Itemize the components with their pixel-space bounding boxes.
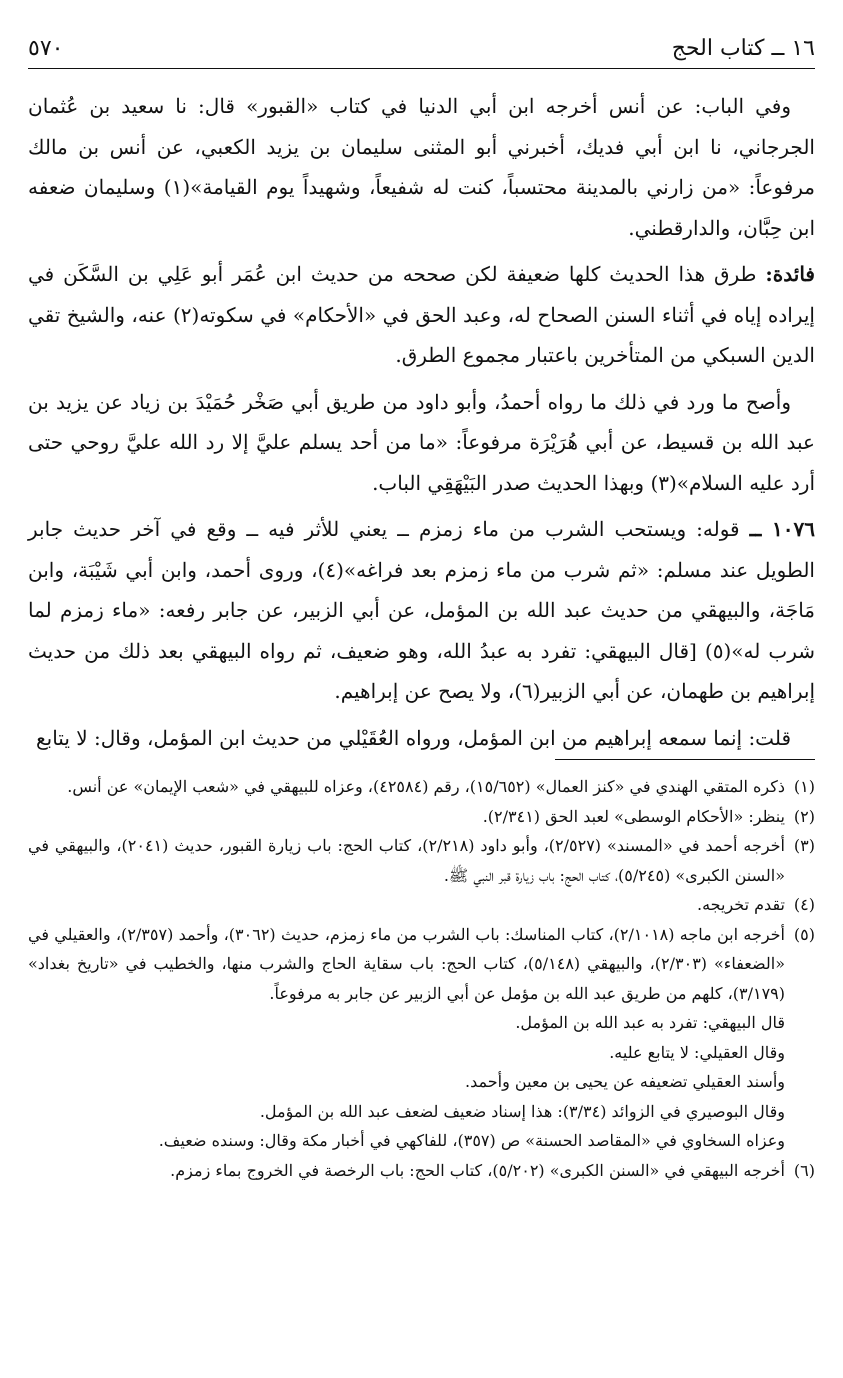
footnote bbox=[28, 831, 815, 890]
footnote-text: أخرجه أحمد في «المسند» (٢/٥٢٧)، وأبو داود (٢/٢١٨)، كتاب الحج: باب زيارة القبور، حديث (٢٠٤١)، والبيهقي في «السنن الكبرى» (٥/٢٤٥)، كتاب الحج: باب زيارة قبر النبي ﷺ. bbox=[28, 836, 786, 885]
paragraph bbox=[28, 254, 815, 376]
footnotes bbox=[28, 772, 815, 1185]
running-title: ١٦ ــ كتاب الحج bbox=[671, 35, 815, 61]
paragraph bbox=[28, 509, 815, 712]
footnote-number: (٤) bbox=[793, 895, 815, 914]
footnote-sub: وقال البوصيري في الزوائد (٣/٣٤): هذا إسناد ضعيف لضعف عبد الله بن المؤمل. bbox=[259, 1101, 785, 1121]
page-header bbox=[28, 28, 815, 69]
footnote-number: (١) bbox=[793, 777, 815, 796]
footnote-text: ذكره المتقي الهندي في «كنز العمال» (١٥/٦٥٢)، رقم (٤٢٥٨٤)، وعزاه للبيهقي في «شعب الإيمان» عن أنس. bbox=[67, 777, 785, 796]
benefit-label: فائدة: bbox=[765, 262, 815, 286]
footnote bbox=[28, 1156, 815, 1186]
footnote-number: (٢) bbox=[793, 806, 815, 826]
footnote-text: تقدم تخريجه. bbox=[697, 895, 785, 914]
footnote-text: أخرجه ابن ماجه (٢/١٠١٨)، كتاب المناسك: باب الشرب من ماء زمزم، حديث (٣٠٦٢)، وأحمد (٢/٣٥٧)، والعقيلي في «الضعفاء» (٢/٣٠٣)، والبيهقي (٥/١٤٨)، كتاب الحج: باب سقاية الحاج والشرب منها، والخطيب في «تاريخ بغداد» (٣/١٧٩)، كلهم من طريق عبد الله بن مؤمل عن أبي الزبير عن جابر به مرفوعاً. bbox=[28, 924, 786, 1003]
footnote-sub: قال البيهقي: تفرد به عبد الله بن المؤمل. bbox=[515, 1013, 785, 1032]
paragraph: قلت: إنما سمعه إبراهيم من ابن المؤمل، ورواه العُقَيْلي من حديث ابن المؤمل، وقال: لا يتابع bbox=[36, 725, 791, 750]
footnote-number: (٣) bbox=[793, 836, 815, 855]
paragraph: وفي الباب: عن أنس أخرجه ابن أبي الدنيا في كتاب «القبور» قال: نا سعيد بن عُثمان الجرجاني، نا ابن أبي فديك، أخبرني أبو المثنى سليمان بن يزيد الكعبي، عن أنس بن مالك مرفوعاً: «من زارني بالمدينة محتسباً، كنت له شفيعاً، وشهيداً يوم القيامة»(١) وسليمان ضعفه ابن حِبَّان، والدارقطني. bbox=[28, 94, 816, 240]
footnote-number: (٥) bbox=[793, 924, 815, 944]
page-number: ٥٧٠ bbox=[28, 35, 64, 61]
paragraph: وأصح ما ورد في ذلك ما رواه أحمدُ، وأبو داود من طريق أبي صَخْر حُمَيْدَ بن زياد عن يزيد بن عبد الله بن قسيط، عن أبي هُرَيْرَة مرفوعاً: «ما من أحد يسلم عليَّ إلا رد الله عليَّ روحي حتى أرد عليه السلام»(٣) وبهذا الحديث صدر البَيْهَقِي الباب. bbox=[28, 389, 815, 495]
footnote bbox=[28, 772, 815, 802]
paragraph-text: طرق هذا الحديث كلها ضعيفة لكن صححه من حديث ابن عُمَر أبو عَلِي بن السَّكَن في إيراده إياه في أثناء السنن الصحاح له، وعبد الحق في «الأحكام» في سكوته(٢) عنه، والشيخ تقي الدين السبكي من المتأخرين باعتبار مجموع الطرق. bbox=[28, 262, 815, 367]
footnote bbox=[28, 920, 815, 1009]
footnote-sub: وعزاه السخاوي في «المقاصد الحسنة» ص (٣٥٧)، للفاكهي في أخبار مكة وقال: وسنده ضعيف. bbox=[158, 1131, 785, 1150]
main-text bbox=[28, 86, 815, 764]
footnote bbox=[28, 802, 815, 832]
footnote-number: (٦) bbox=[793, 1160, 815, 1180]
paragraph-text: قوله: ويستحب الشرب من ماء زمزم ــ يعني للأثر فيه ــ وقع في آخر حديث جابر الطويل عند مسلم: «ثم شرب من ماء زمزم بعد فراغه»(٤)، وروى أحمد، وابن أبي شَيْبَة، وابن مَاجَة، والبيهقي من حديث عبد الله بن المؤمل، عن أبي الزبير، عن جابر رفعه: «ماء زمزم لما شرب له»(٥) [قال البيهقي: تفرد به عبدُ الله، وهو ضعيف، ثم رواه البيهقي بعد ذلك من حديث إبراهيم بن طهمان، عن أبي الزبير(٦)، ولا يصح عن إبراهيم. bbox=[28, 517, 815, 703]
footnote-sub: وأسند العقيلي تضعيفه عن يحيى بن معين وأحمد. bbox=[465, 1072, 785, 1091]
footnote-text: ينظر: «الأحكام الوسطى» لعبد الحق (٢/٣٤١). bbox=[482, 806, 785, 826]
footnote bbox=[28, 890, 815, 920]
footnote-text: أخرجه البيهقي في «السنن الكبرى» (٥/٢٠٢)، كتاب الحج: باب الرخصة في الخروج بماء زمزم. bbox=[170, 1160, 785, 1180]
footnote-sub: وقال العقيلي: لا يتابع عليه. bbox=[609, 1042, 785, 1062]
hadith-number: ١٠٧٦ ــ bbox=[749, 517, 815, 541]
footnote-separator bbox=[555, 759, 815, 760]
